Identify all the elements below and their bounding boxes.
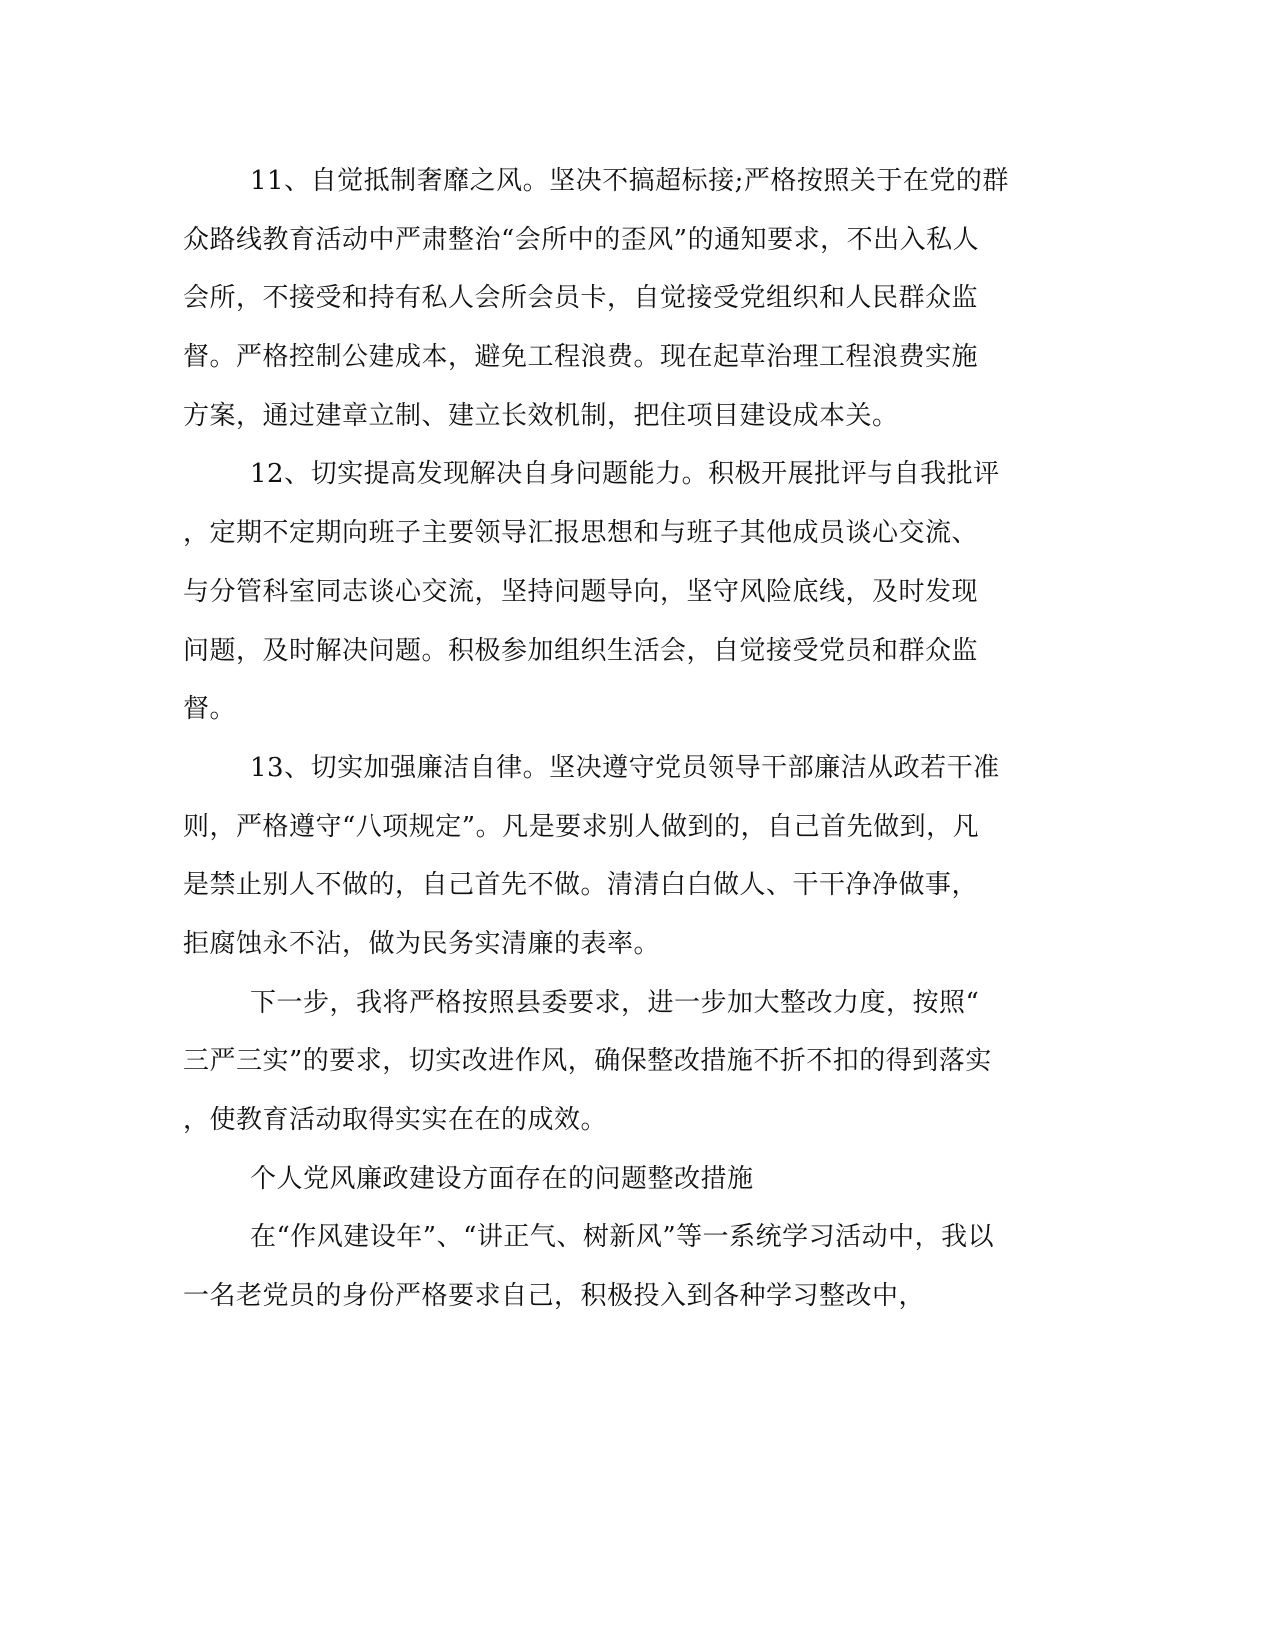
text-line: 与分管科室同志谈心交流，坚持问题导向，坚守风险底线，及时发现	[183, 576, 979, 607]
text-line: 个人党风廉政建设方面存在的问题整改措施	[250, 1163, 754, 1194]
text-line: 下一步，我将严格按照县委要求，进一步加大整改力度，按照“	[250, 987, 980, 1018]
text-line: 方案，通过建章立制、建立长效机制，把住项目建设成本关。	[183, 400, 899, 431]
text-line: 一名老党员的身份严格要求自己，积极投入到各种学习整改中，	[183, 1281, 926, 1312]
text-line: 13、切实加强廉洁自律。坚决遵守党员领导干部廉洁从政若干准	[250, 752, 1000, 783]
text-line: 11、自觉抵制奢靡之风。坚决不搞超标接;严格按照关于在党的群	[250, 166, 1009, 196]
text-line: ，使教育活动取得实实在在的成效。	[183, 1105, 608, 1135]
text-line: 是禁止别人不做的，自己首先不做。清清白白做人、干干净净做事，	[183, 870, 979, 901]
text-line: 众路线教育活动中严肃整治“会所中的歪风”的通知要求，不出入私人	[183, 224, 980, 255]
text-line: 督。	[183, 694, 237, 725]
text-line: 则，严格遵守“八项规定”。凡是要求别人做到的，自己首先做到，凡	[183, 811, 980, 842]
text-line: 12、切实提高发现解决自身问题能力。积极开展批评与自我批评	[250, 459, 1000, 490]
text-line: 督。严格控制公建成本，避免工程浪费。现在起草治理工程浪费实施	[183, 342, 979, 373]
document-body	[183, 152, 1043, 1326]
text-line: 问题，及时解决问题。积极参加组织生活会，自觉接受党员和群众监	[183, 635, 979, 666]
text-line: 三严三实”的要求，切实改进作风，确保整改措施不折不扣的得到落实	[183, 1046, 992, 1077]
text-line: 在“作风建设年”、“讲正气、树新风”等一系统学习活动中，我以	[250, 1222, 995, 1253]
text-line: 拒腐蚀永不沾，做为民务实清廉的表率。	[183, 928, 661, 959]
text-line: ，定期不定期向班子主要领导汇报思想和与班子其他成员谈心交流、	[183, 518, 979, 549]
text-line: 会所，不接受和持有私人会所会员卡，自觉接受党组织和人民群众监	[183, 283, 979, 314]
